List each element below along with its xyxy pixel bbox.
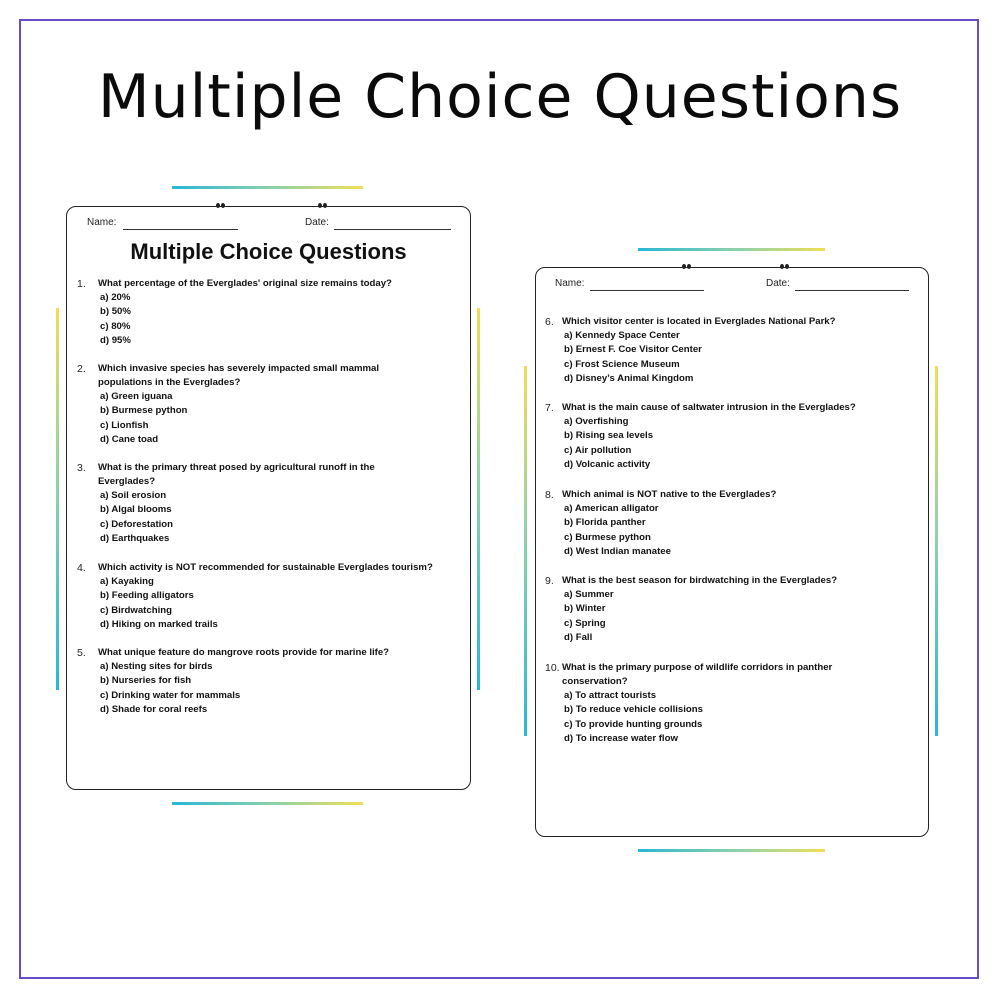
answer-option[interactable]: a) Kayaking	[100, 576, 154, 587]
answer-option[interactable]: d) To increase water flow	[564, 732, 678, 744]
decor-line	[172, 802, 363, 805]
question-number: 8.	[545, 489, 554, 501]
answer-option[interactable]: b) Rising sea levels	[564, 430, 654, 442]
decor-line	[638, 849, 825, 852]
question-number: 4.	[77, 562, 86, 574]
answer-option[interactable]: d) Shade for coral reefs	[100, 703, 208, 715]
name-field[interactable]	[123, 229, 238, 230]
question-text: What is the best season for birdwatching in the Everglades?	[562, 575, 838, 586]
answer-option[interactable]: c) To provide hunting grounds	[564, 718, 703, 730]
question-number: 3.	[77, 462, 86, 474]
question-text: What unique feature do mangrove roots provide for marine life?	[98, 647, 390, 658]
answer-option[interactable]: b) Ernest F. Coe Visitor Center	[564, 344, 702, 356]
answer-option[interactable]: c) Frost Science Museum	[564, 358, 680, 370]
name-label: Name:	[87, 217, 117, 228]
answer-option[interactable]: b) To reduce vehicle collisions	[564, 704, 703, 716]
name-label: Name:	[555, 278, 585, 289]
answer-option[interactable]: c) Burmese python	[564, 531, 651, 543]
question-text: Which activity is NOT recommended for sustainable Everglades tourism?	[98, 562, 433, 573]
answer-option[interactable]: c) Spring	[564, 617, 606, 629]
question-number: 5.	[77, 647, 86, 659]
answer-option[interactable]: a) Nesting sites for birds	[100, 661, 213, 672]
answer-option[interactable]: d) Fall	[564, 631, 593, 643]
question-text: What is the main cause of saltwater intrusion in the Everglades?	[562, 402, 856, 413]
answer-option[interactable]: b) Burmese python	[100, 405, 188, 417]
answer-option[interactable]: c) Deforestation	[100, 518, 174, 530]
answer-option[interactable]: d) 95%	[100, 334, 131, 346]
binder-ring-icon	[780, 264, 789, 269]
answer-option[interactable]: d) Earthquakes	[100, 532, 170, 544]
answer-option[interactable]: c) Air pollution	[564, 444, 632, 456]
question-text: What percentage of the Everglades' original size remains today?	[98, 278, 392, 289]
answer-option[interactable]: b) Feeding alligators	[100, 590, 194, 602]
date-label: Date:	[766, 278, 790, 289]
question-number: 2.	[77, 363, 86, 375]
binder-ring-icon	[216, 203, 225, 208]
answer-option[interactable]: b) Algal blooms	[100, 504, 172, 516]
decor-line	[935, 366, 938, 736]
binder-ring-icon	[682, 264, 691, 269]
answer-option[interactable]: c) 80%	[100, 320, 131, 332]
answer-option[interactable]: d) Cane toad	[100, 433, 159, 445]
question-text: What is the primary threat posed by agricultural runoff in the Everglades?	[98, 462, 375, 488]
answer-option[interactable]: d) Hiking on marked trails	[100, 618, 218, 630]
question-text: Which animal is NOT native to the Everglades?	[562, 489, 777, 500]
answer-option[interactable]: d) West Indian manatee	[564, 545, 671, 557]
question-number: 9.	[545, 575, 554, 587]
answer-option[interactable]: a) Kennedy Space Center	[564, 330, 680, 341]
question-number: 6.	[545, 316, 554, 328]
decor-line	[638, 248, 825, 251]
date-field[interactable]	[334, 229, 451, 230]
page-title: Multiple Choice Questions	[97, 62, 903, 132]
answer-option[interactable]: a) American alligator	[564, 503, 659, 514]
question-text: What is the primary purpose of wildlife corridors in panther conservation?	[562, 662, 833, 688]
answer-option[interactable]: c) Drinking water for mammals	[100, 689, 241, 701]
question-number: 7.	[545, 402, 554, 414]
answer-option[interactable]: a) Overfishing	[564, 416, 629, 427]
decor-line	[56, 308, 59, 690]
date-field[interactable]	[795, 290, 909, 291]
decor-line	[477, 308, 480, 690]
binder-ring-icon	[318, 203, 327, 208]
answer-option[interactable]: a) Soil erosion	[100, 490, 167, 501]
sheet-title: Multiple Choice Questions	[130, 239, 407, 264]
answer-option[interactable]: b) Winter	[564, 603, 606, 615]
answer-option[interactable]: a) Summer	[564, 589, 614, 600]
answer-option[interactable]: b) Florida panther	[564, 517, 646, 529]
answer-option[interactable]: c) Lionfish	[100, 419, 149, 431]
decor-line	[524, 366, 527, 736]
answer-option[interactable]: b) 50%	[100, 306, 131, 318]
answer-option[interactable]: c) Birdwatching	[100, 604, 172, 616]
question-number: 10.	[545, 662, 560, 674]
answer-option[interactable]: a) To attract tourists	[564, 690, 657, 701]
question-number: 1.	[77, 278, 86, 290]
question-text: Which invasive species has severely impacted small mammal populations in the Everglades?	[98, 363, 380, 389]
worksheet-page-2	[535, 267, 929, 837]
date-label: Date:	[305, 217, 329, 228]
answer-option[interactable]: a) Green iguana	[100, 391, 173, 402]
answer-option[interactable]: b) Nurseries for fish	[100, 675, 192, 687]
name-field[interactable]	[590, 290, 704, 291]
answer-option[interactable]: a) 20%	[100, 292, 131, 303]
answer-option[interactable]: d) Disney’s Animal Kingdom	[564, 372, 694, 384]
decor-line	[172, 186, 363, 189]
worksheet-page-1	[66, 206, 471, 790]
question-text: Which visitor center is located in Everglades National Park?	[562, 316, 836, 327]
answer-option[interactable]: d) Volcanic activity	[564, 458, 651, 470]
